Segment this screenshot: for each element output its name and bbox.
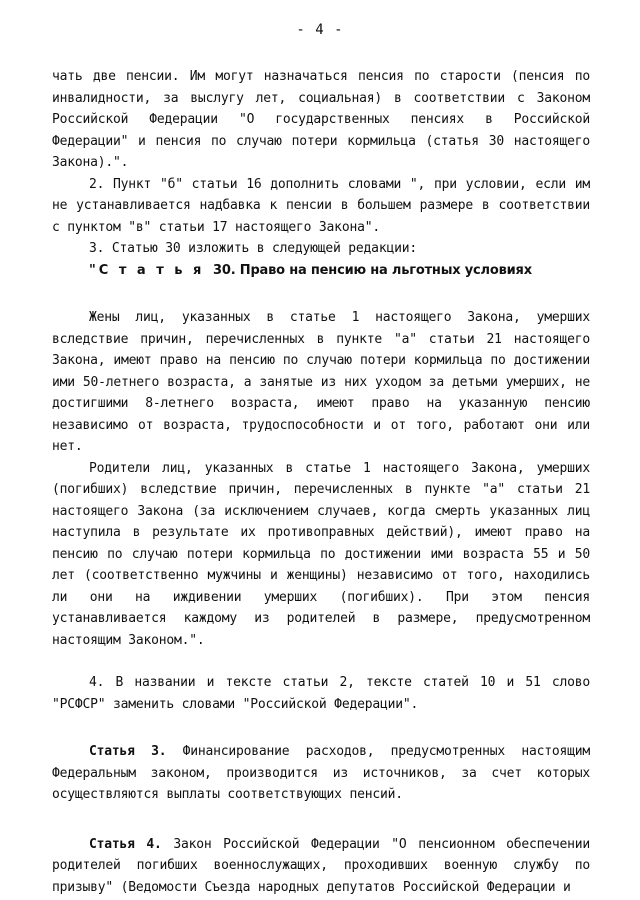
article-4-text: Закон Российской Федерации "О пенсионном обеспечении родителей погибших военнослужащих, проходивших военную службу по призыву" (Ведомости Съезда народных депутатов Российской Федерации и (52, 836, 591, 895)
paragraph-item-3: 3. Статью 30 изложить в следующей редакции: (89, 241, 417, 256)
page-number: - 4 - (296, 22, 344, 38)
article-3-paragraph (52, 741, 590, 806)
paragraph-wives: Жены лиц, указанных в статье 1 настоящего Закона, умерших вследствие причин, перечисленных в пункте "а" статьи 21 настоящего Закона, имеют право на пенсию по случаю потери кормильца по достижении ими 50-летнего возраста, а занятые из них уходом за детьми умерших, не достигшими 8-летнего возраста, имеют право на указанную пенсию независимо от возраста, трудоспособности и от того, работают они или нет. (52, 310, 590, 454)
article-30-heading (52, 260, 590, 282)
paragraph-item-2: 2. Пункт "б" статьи 16 дополнить словами ", при условии, если им не устанавливается надбавка к пенсии в большем размере в соответствии с пунктом "в" статьи 17 настоящего Закона". (52, 176, 590, 235)
article-30-label: "С т а т ь я (89, 262, 205, 278)
article-30-title: 30. Право на пенсию на льготных условиях (213, 262, 532, 278)
paragraph-item-4: 4. В названии и тексте статьи 2, тексте статей 10 и 51 слово "РСФСР" заменить словами "Российской Федерации". (52, 675, 590, 712)
document-body (52, 66, 590, 898)
paragraph-continuation: чать две пенсии. Им могут назначаться пенсия по старости (пенсия по инвалидности, за выслугу лет, социальная) в соответствии с Законом Российской Федерации "О государственных пенсиях в Российской Федерации" и пенсия по случаю потери кормильца (статья 30 настоящего Закона).". (52, 69, 590, 170)
article-3-label: Статья 3. (89, 744, 167, 759)
article-3-text: Финансирование расходов, предусмотренных настоящим Федеральным законом, производится из источников, за счет которых осуществляются выплаты соответствующих пенсий. (52, 744, 591, 802)
article-4-paragraph (52, 834, 590, 899)
paragraph-parents: Родители лиц, указанных в статье 1 настоящего Закона, умерших (погибших) вследствие причин, перечисленных в пункте "а" статьи 21 настоящего Закона (за исключением случаев, когда смерть указанных лиц наступила в результате их противоправных действий), имеют право на пенсию по случаю потери кормильца по достижении ими возраста 55 и 50 лет (соответственно мужчины и женщины) независимо от того, находились ли они на иждивении умерших (погибших). При этом пенсия устанавливается каждому из родителей в размере, предусмотренном настоящим Законом.". (52, 460, 590, 648)
article-4-label: Статья 4. (89, 836, 162, 852)
